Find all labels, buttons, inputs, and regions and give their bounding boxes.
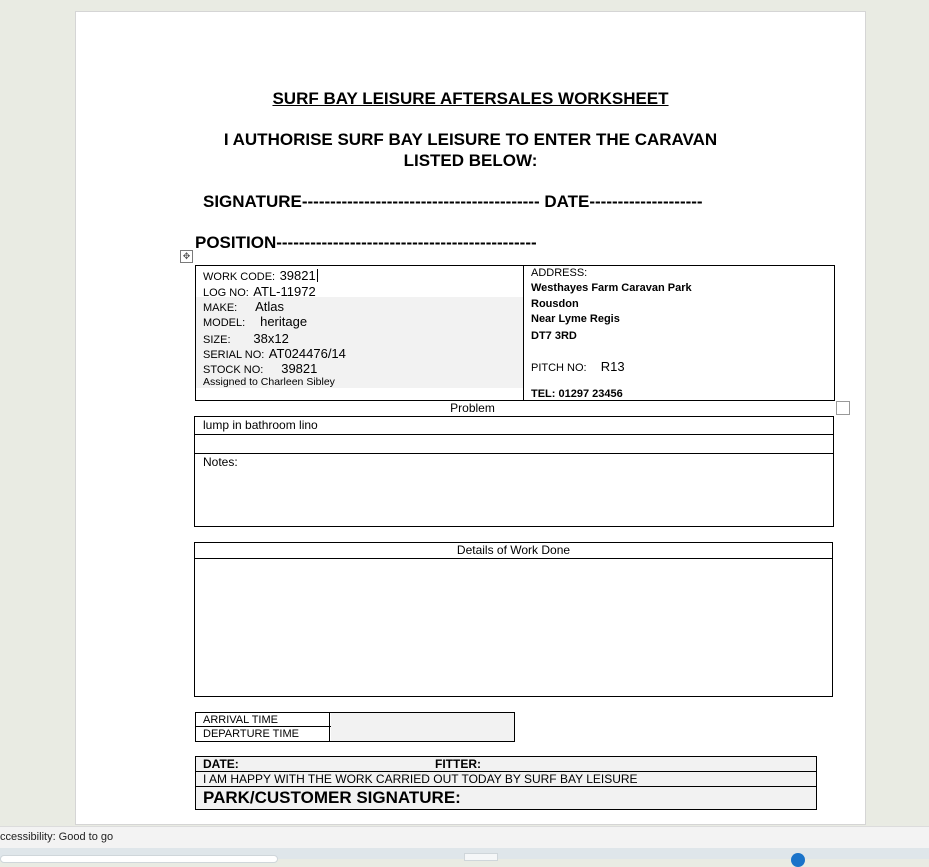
problem-description-cell[interactable] [195,417,833,435]
table-resize-handle[interactable] [836,401,850,415]
customer-signature-label: PARK/CUSTOMER SIGNATURE: [203,788,461,807]
status-bar [0,826,929,848]
happy-statement-row [196,772,816,787]
arrival-label: ARRIVAL TIME [196,713,330,727]
log-no-value[interactable]: ATL-11972 [253,284,316,299]
serial-value[interactable]: AT024476/14 [268,346,346,361]
problem-blank-row[interactable] [195,435,833,454]
details-entry-area[interactable] [195,559,832,696]
position-line: POSITION---------------------------------------------- [195,233,537,252]
stock-label: STOCK NO: [203,364,264,376]
model-label: MODEL: [203,317,246,329]
problem-heading: Problem [450,401,495,415]
accessibility-status[interactable]: ccessibility: Good to go [0,831,114,843]
notes-label: Notes: [203,455,238,469]
log-no-label: LOG NO: [203,287,249,299]
date-label: DATE: [203,757,239,771]
arrival-row [196,713,514,727]
model-value[interactable]: heritage [260,314,308,329]
departure-time-field[interactable] [331,727,514,741]
size-label: SIZE: [203,334,231,346]
document-title: SURF BAY LEISURE AFTERSALES WORKSHEET [272,89,669,108]
caravan-details-cell[interactable] [196,266,524,400]
authorisation-line-1: I AUTHORISE SURF BAY LEISURE TO ENTER THE CARAVAN [223,130,718,149]
details-table [194,542,833,697]
taskbar-search-box[interactable] [0,855,278,863]
fitter-label: FITTER: [435,757,481,771]
address-line-2: Rousdon [531,298,579,310]
problem-table [194,416,834,527]
taskbar-app-button[interactable] [464,853,498,861]
telephone: TEL: 01297 23456 [531,388,623,400]
make-value[interactable]: Atlas [255,299,285,314]
happy-statement: I AM HAPPY WITH THE WORK CARRIED OUT TODAY BY SURF BAY LEISURE [203,772,638,786]
customer-signature-row[interactable] [196,787,816,809]
pitch-value[interactable]: R13 [600,359,625,374]
job-info-table [195,265,835,401]
assigned-to: Assigned to Charleen Sibley [203,376,335,388]
notification-badge-icon[interactable] [791,853,805,867]
make-label: MAKE: [203,302,238,314]
departure-row [196,727,514,741]
notes-cell[interactable] [195,454,833,526]
authorisation-line-2: LISTED BELOW: [403,151,538,170]
pitch-row [531,359,625,374]
address-line-1: Westhayes Farm Caravan Park [531,282,692,294]
stock-value[interactable]: 39821 [281,361,318,376]
time-table [195,712,515,742]
move-arrows-icon[interactable]: ✥ [180,250,193,263]
signature-date-line: SIGNATURE------------------------------------------ DATE-------------------- [203,192,703,211]
serial-label: SERIAL NO: [203,349,265,361]
address-cell[interactable] [531,266,831,400]
departure-label: DEPARTURE TIME [196,727,330,741]
size-value[interactable]: 38x12 [253,331,289,346]
signoff-table [195,756,817,810]
date-fitter-row[interactable] [196,757,816,772]
address-line-4: DT7 3RD [531,330,577,342]
work-code-value[interactable]: 39821 [279,268,316,283]
problem-description: lump in bathroom lino [203,418,318,432]
authorisation-statement [76,129,865,171]
arrival-time-field[interactable] [331,713,514,727]
pitch-label: PITCH NO: [531,362,587,374]
document-page [75,11,866,825]
address-line-3: Near Lyme Regis [531,313,620,325]
text-cursor [317,269,318,282]
details-heading: Details of Work Done [195,543,832,559]
work-code-label: WORK CODE: [203,271,276,283]
model-row [203,313,307,331]
address-label: ADDRESS: [531,267,588,279]
